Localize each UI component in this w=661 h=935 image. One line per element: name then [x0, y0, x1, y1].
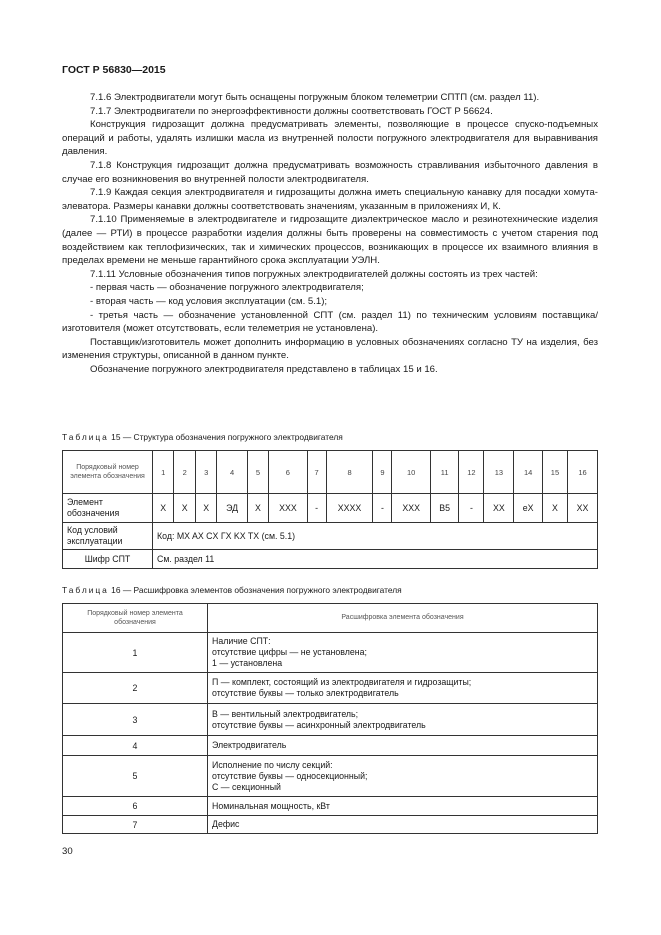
element-number: 13: [484, 451, 514, 494]
paragraph: 7.1.8 Конструкция гидрозащит должна предусматривать возможность стравливания избыточного давления в случае его возникновения во внутренней полости электродвигателя.: [62, 159, 598, 185]
code-label: Код условий эксплуатации: [63, 523, 153, 550]
element-number: 7: [307, 451, 326, 494]
document-header: ГОСТ Р 56830—2015: [62, 64, 166, 76]
table-row: [63, 704, 598, 736]
table-row: [63, 736, 598, 756]
element-number: 6: [269, 451, 307, 494]
row-description: [208, 816, 598, 834]
description-line: отсутствие буквы — односекционный;: [212, 770, 368, 781]
table-row: [63, 797, 598, 816]
element-number: 8: [326, 451, 373, 494]
row-number: 6: [63, 797, 208, 816]
row-number: 2: [63, 673, 208, 704]
col1-header: Порядковый номер элемента обозначения: [63, 604, 208, 633]
table-row: [63, 673, 598, 704]
element-number: 14: [514, 451, 543, 494]
spt-label: Шифр СПТ: [63, 550, 153, 569]
element-value: XXXX: [326, 494, 373, 523]
table-row: [63, 633, 598, 673]
paragraph: 7.1.7 Электродвигатели по энергоэффективности должны соответствовать ГОСТ Р 56624.: [90, 105, 493, 117]
row-number: 1: [63, 633, 208, 673]
row-number: 4: [63, 736, 208, 756]
paragraph: Поставщик/изготовитель может дополнить информацию в условных обозначениях согласно ТУ на изделия, без изменения структуры, описанной в данном пункте.: [62, 336, 598, 362]
paragraph: 7.1.10 Применяемые в электродвигателе и гидрозащите диэлектрическое масло и резинотехнические изделия (далее — РТИ) в процессе разработки изделия должны быть проверены на совместимость с учетом старения под воздействием как теплофизических, так и химических процессов, возникающих в процессе их взаимного влияния в пределах времени не меньше гарантийного срока эксплуатации УЭЛН.: [62, 214, 598, 267]
elem-label: Элемент обозначения: [63, 494, 153, 523]
description-line: С — секционный: [212, 781, 281, 792]
paragraph: - первая часть — обозначение погружного электродвигателя;: [90, 282, 364, 294]
description-line: Дефис: [212, 819, 240, 829]
row-description: [208, 704, 598, 736]
element-number: 9: [373, 451, 392, 494]
table-row: [63, 816, 598, 834]
element-number: 16: [567, 451, 597, 494]
row-description: [208, 736, 598, 756]
row-header: Порядковый номер элемента обозначения: [63, 451, 153, 494]
description-line: В — вентильный электродвигатель;: [212, 708, 359, 719]
paragraph: 7.1.11 Условные обозначения типов погружных электродвигателей должны состоять из трех частей:: [90, 268, 538, 280]
element-value: X: [195, 494, 216, 523]
row-description: [208, 797, 598, 816]
table-16: [62, 603, 598, 834]
element-value: ЭД: [217, 494, 247, 523]
element-value: XX: [484, 494, 514, 523]
row-number: 3: [63, 704, 208, 736]
element-number: 4: [217, 451, 247, 494]
paragraph: 7.1.9 Каждая секция электродвигателя и гидрозащиты должна иметь специальную канавку для посадки хомута-элеватора. Размеры канавки должны соответствовать значениям, указанным в приложениях И, К.: [62, 187, 598, 212]
table-15: [62, 450, 598, 569]
element-value: XXX: [392, 494, 430, 523]
element-number: 12: [459, 451, 484, 494]
description-line: отсутствие буквы — асинхронный электродвигатель: [212, 719, 426, 730]
element-value: XX: [567, 494, 597, 523]
element-number: 15: [542, 451, 567, 494]
description-line: Наличие СПТ:: [212, 636, 271, 646]
paragraph: - вторая часть — код условия эксплуатации (см. 5.1);: [90, 295, 328, 307]
table-row: [63, 756, 598, 797]
description-line: П — комплект, состоящий из электродвигателя и гидрозащиты;: [212, 677, 472, 687]
code-value: Код: MX AX CX ГX KX TX (см. 5.1): [153, 523, 598, 550]
element-value: X: [153, 494, 174, 523]
row-description: [208, 673, 598, 704]
element-value: -: [459, 494, 484, 523]
element-value: -: [307, 494, 326, 523]
element-number: 3: [195, 451, 216, 494]
element-value: -: [373, 494, 392, 523]
row-number: 5: [63, 756, 208, 797]
description-line: Электродвигатель: [212, 740, 287, 750]
paragraph: Обозначение погружного электродвигателя представлено в таблицах 15 и 16.: [90, 363, 438, 375]
paragraph: Конструкция гидрозащит должна предусматривать элементы, позволяющие в процессе спуско-подъемных операций и работы, удалять излишки масла из внутренней полости погружного электродвигателя для выравнивания давления.: [62, 119, 598, 158]
element-number: 11: [430, 451, 459, 494]
description-line: Исполнение по числу секций:: [212, 759, 333, 770]
row-description: [208, 756, 598, 797]
row-description: [208, 633, 598, 673]
col2-header: Расшифровка элемента обозначения: [208, 604, 598, 633]
page-number: 30: [62, 846, 73, 857]
element-number: 10: [392, 451, 430, 494]
body-text: [62, 91, 598, 376]
element-number: 2: [174, 451, 195, 494]
description-line: отсутствие буквы — только электродвигатель: [212, 688, 399, 698]
element-number: 5: [247, 451, 268, 494]
element-value: XXX: [269, 494, 307, 523]
paragraph: - третья часть — обозначение установленной СПТ (см. раздел 11) по техническим условиям поставщика/изготовителя (может отсутствовать, если телеметрия не установлена).: [62, 309, 598, 335]
element-value: eX: [514, 494, 543, 523]
description-line: 1 — установлена: [212, 658, 283, 668]
element-value: X: [174, 494, 195, 523]
table15-caption: Таблица 15 — Структура обозначения погружного электродвигателя: [62, 432, 343, 442]
element-value: B5: [430, 494, 459, 523]
spt-value: См. раздел 11: [153, 550, 598, 569]
table16-caption: Таблица 16 — Расшифровка элементов обозначения погружного электродвигателя: [62, 585, 402, 595]
description-line: Номинальная мощность, кВт: [212, 800, 330, 811]
element-number: 1: [153, 451, 174, 494]
element-value: X: [247, 494, 268, 523]
element-value: X: [542, 494, 567, 523]
row-number: 7: [63, 816, 208, 834]
description-line: отсутствие цифры — не установлена;: [212, 647, 367, 657]
paragraph: 7.1.6 Электродвигатели могут быть оснащены погружным блоком телеметрии СПТП (см. раздел 11).: [90, 92, 540, 103]
